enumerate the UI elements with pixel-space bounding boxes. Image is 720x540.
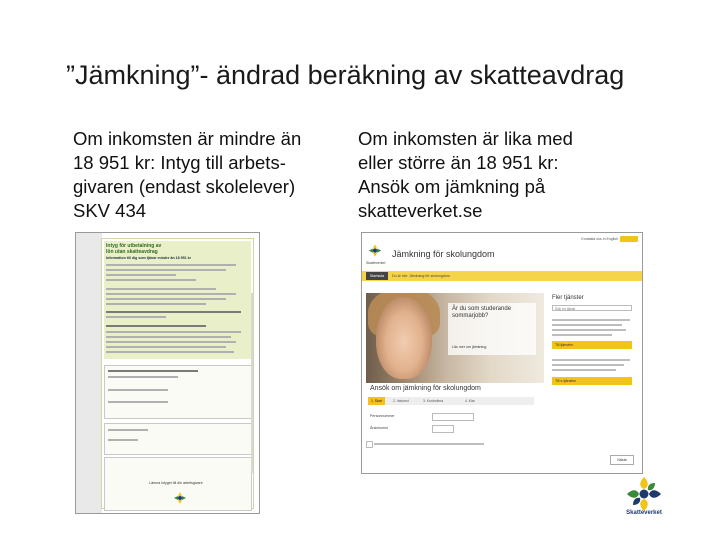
- hero-title-line-1: Är du som studerande: [452, 306, 512, 312]
- income-label: Årsinkomst: [370, 426, 388, 430]
- application-steps: [368, 397, 534, 405]
- step-tab-4: 4. Klar: [465, 399, 475, 403]
- form-page: [101, 238, 254, 509]
- form-text-line: [108, 401, 168, 403]
- form-text-line: [106, 274, 176, 276]
- hero-title-line-2: sommarjobb?: [452, 313, 489, 319]
- right-column-text: [358, 127, 628, 223]
- form-text-line: [106, 336, 231, 338]
- slide-title: ”Jämkning”- ändrad beräkning av skatteavdrag: [66, 60, 625, 90]
- skatteverket-logo-icon: [624, 474, 664, 514]
- form-text-line: [106, 293, 236, 295]
- sidebar-text-line: [552, 359, 630, 361]
- form-heading: [106, 243, 161, 255]
- site-logo-icon: [368, 243, 382, 261]
- form-margin: [76, 233, 102, 513]
- form-text-line: [106, 325, 206, 327]
- form-text-line: [106, 264, 236, 266]
- next-button: Nästa: [610, 455, 634, 465]
- sidebar-button-1: Till tjänsten: [552, 341, 632, 349]
- site-header: [362, 233, 642, 271]
- form-side-code: [251, 293, 253, 473]
- form-text-line: [106, 341, 236, 343]
- form-footer-text: Lämna intyget till din arbetsgivare: [149, 481, 203, 485]
- hero-card-title: [452, 306, 511, 320]
- sidebar-text-line: [552, 324, 622, 326]
- form-text-line: [108, 389, 168, 391]
- left-line-4: SKV 434: [73, 200, 147, 221]
- form-text-line: [108, 370, 198, 372]
- site-sidebar: [548, 293, 638, 395]
- right-line-4: skatteverket.se: [358, 200, 483, 221]
- site-utility-links: Kontakta oss In English: [581, 237, 618, 241]
- right-line-1: Om inkomsten är lika med: [358, 128, 573, 149]
- form-text-line: [106, 269, 226, 271]
- sidebar-button-2: Till e-tjänsten: [552, 377, 632, 385]
- hero-face: [376, 297, 432, 379]
- step-tab-1: 1. Start: [368, 397, 385, 405]
- skatteverket-website-image: [361, 232, 643, 474]
- hero-card: [448, 303, 536, 355]
- sidebar-text-line: [552, 329, 626, 331]
- confirm-checkbox: [366, 441, 373, 448]
- sidebar-search-input: Sök en tjänst: [552, 305, 632, 311]
- site-hero-photo: [366, 293, 544, 383]
- skatteverket-logo-small-icon: [170, 491, 190, 507]
- step-tab-2: 2. Inkomst: [393, 399, 409, 403]
- site-logo-text: Skatteverket: [366, 261, 386, 265]
- form-text-line: [106, 298, 226, 300]
- skatteverket-logo-text: Skatteverket: [626, 510, 662, 516]
- site-breadcrumb: Du är här: Jämkning för skolungdom: [392, 274, 450, 278]
- confirm-text-line: [374, 443, 484, 445]
- form-text-line: [106, 303, 206, 305]
- form-text-line: [106, 331, 241, 333]
- skv-434-form-image: [75, 232, 260, 514]
- right-line-2: eller större än 18 951 kr:: [358, 152, 559, 173]
- hero-link: Läs mer om jämkning: [452, 345, 487, 349]
- left-column-text: [73, 127, 343, 223]
- right-line-3: Ansök om jämkning på: [358, 176, 546, 197]
- site-heading: Jämkning för skolungdom: [392, 249, 495, 259]
- form-text-line: [108, 429, 148, 431]
- personnummer-input: [432, 413, 474, 421]
- step-tab-3: 3. Kontrollera: [423, 399, 444, 403]
- form-text-line: [108, 376, 178, 378]
- form-subheading: Information till dig som tjänar mindre än 18 951 kr: [106, 256, 192, 260]
- form-heading-line-1: Intyg för utbetalning av: [106, 243, 162, 249]
- form-employer-box: [104, 365, 252, 419]
- form-text-line: [106, 351, 234, 353]
- site-nav-start: Startsida: [366, 272, 388, 280]
- sidebar-text-line: [552, 319, 630, 321]
- sidebar-text-line: [552, 369, 616, 371]
- left-line-3: givaren (endast skolelever): [73, 176, 296, 197]
- left-line-1: Om inkomsten är mindre än: [73, 128, 302, 149]
- site-nav-bar: [362, 271, 642, 281]
- personnummer-label: Personnummer: [370, 414, 395, 418]
- form-text-line: [106, 316, 166, 318]
- sidebar-text-line: [552, 334, 612, 336]
- form-text-line: [106, 279, 196, 281]
- income-input: [432, 425, 454, 433]
- form-text-line: [108, 439, 138, 441]
- form-text-line: [106, 311, 241, 313]
- application-title: Ansök om jämkning för skolungdom: [370, 385, 481, 392]
- sidebar-text-line: [552, 364, 624, 366]
- sidebar-title: Fler tjänster: [552, 295, 584, 301]
- form-text-line: [106, 288, 216, 290]
- site-login-button: [620, 236, 638, 242]
- left-line-2: 18 951 kr: Intyg till arbets-: [73, 152, 286, 173]
- form-text-line: [106, 346, 226, 348]
- form-heading-line-2: lön utan skatteavdrag: [106, 249, 158, 255]
